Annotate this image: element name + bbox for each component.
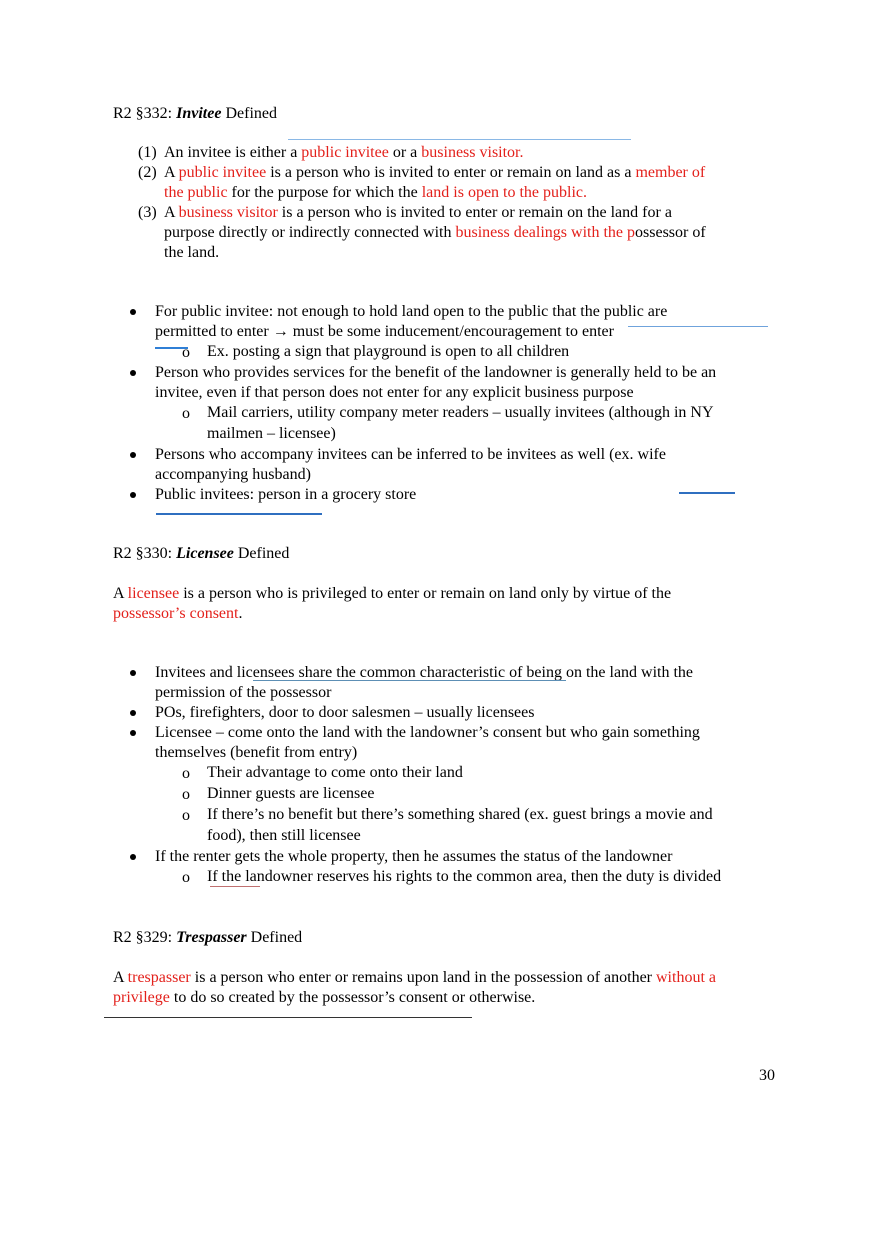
definition-line (113, 584, 671, 604)
bullet-line: permitted to enter → must be some inducement/encouragement to enter (155, 323, 614, 340)
text-run: is a person who is privileged to enter or remain on land only by virtue of the (179, 585, 672, 602)
bullet-line: Licensee – come onto the land with the landowner’s consent but who gain something (155, 724, 700, 741)
trespasser-heading (113, 928, 302, 948)
pen-mark (155, 347, 188, 349)
pen-mark (104, 1017, 472, 1018)
pen-mark (288, 139, 631, 140)
bullet-marker (130, 452, 136, 458)
sub-bullet-line: Mail carriers, utility company meter readers – usually invitees (although in NY (207, 404, 714, 421)
sub-bullet-marker: o (182, 765, 190, 782)
sub-bullet-line: If there’s no benefit but there’s something shared (ex. guest brings a movie and (207, 806, 713, 823)
highlighted-text: without a (656, 969, 716, 986)
text-run: ossessor of (635, 224, 706, 241)
heading-prefix: R2 §330: (113, 545, 177, 562)
page-number: 30 (759, 1067, 775, 1084)
definition-line (113, 604, 242, 624)
bullet-line: invitee, even if that person does not enter for any explicit business purpose (155, 384, 634, 401)
sub-bullet-line: Ex. posting a sign that playground is open to all children (207, 343, 570, 360)
licensee-heading (113, 544, 289, 564)
highlighted-text: public invitee (178, 164, 267, 181)
sub-bullet-marker: o (182, 786, 190, 803)
bullet-marker (130, 854, 136, 860)
text-run: is a person who enter or remains upon land in the possession of another (190, 969, 656, 986)
heading-suffix: Defined (246, 929, 303, 946)
invitee-heading (113, 104, 277, 124)
highlighted-text: licensee (127, 585, 180, 602)
sub-bullet-line: If the landowner reserves his rights to the common area, then the duty is divided (207, 868, 722, 885)
bullet-line: POs, firefighters, door to door salesmen – usually licensees (155, 704, 535, 721)
heading-prefix: R2 §332: (113, 105, 177, 122)
highlighted-text: privilege (113, 989, 170, 1006)
text-run: A (113, 585, 128, 602)
heading-term: Invitee (176, 105, 222, 122)
text-run: to do so created by the possessor’s consent or otherwise. (169, 989, 536, 1006)
bullet-marker (130, 710, 136, 716)
bullet-line: Person who provides services for the benefit of the landowner is generally held to be an (155, 364, 717, 381)
highlighted-text: business dealings with the p (455, 224, 636, 241)
bullet-line: Public invitees: person in a grocery store (155, 486, 417, 503)
rule-number: (1) (138, 144, 157, 161)
rule-line (164, 203, 672, 223)
sub-bullet-line: Their advantage to come onto their land (207, 764, 463, 781)
definition-line (113, 968, 716, 988)
rule-line (164, 223, 706, 243)
sub-bullet-line: Dinner guests are licensee (207, 785, 375, 802)
text-run: An invitee is either a (164, 144, 302, 161)
text-run: A (164, 164, 179, 181)
highlighted-text: land is open to the public. (421, 184, 588, 201)
rule-line (164, 243, 219, 263)
text-run: or a (388, 144, 422, 161)
rule-number: (2) (138, 164, 157, 181)
highlighted-text: trespasser (127, 969, 191, 986)
text-run: for the purpose for which the (227, 184, 422, 201)
heading-term: Trespasser (176, 929, 247, 946)
bullet-line: accompanying husband) (155, 466, 311, 483)
sub-bullet-marker: o (182, 344, 190, 361)
highlighted-text: member of (635, 164, 706, 181)
highlighted-text: possessor’s consent (113, 605, 239, 622)
text-run: is a person who is invited to enter or remain on the land for a (277, 204, 672, 221)
bullet-marker (130, 370, 136, 376)
pen-mark (679, 492, 735, 494)
highlighted-text: business visitor (178, 204, 278, 221)
rule-line (164, 183, 587, 203)
rule-line (164, 163, 705, 183)
pen-mark (253, 680, 566, 681)
bullet-marker (130, 309, 136, 315)
definition-line (113, 988, 535, 1008)
pen-mark (156, 513, 322, 515)
sub-bullet-marker: o (182, 869, 190, 886)
bullet-marker (130, 492, 136, 498)
heading-prefix: R2 §329: (113, 929, 177, 946)
bullet-line: permission of the possessor (155, 684, 332, 701)
heading-suffix: Defined (233, 545, 290, 562)
sub-bullet-marker: o (182, 405, 190, 422)
heading-term: Licensee (176, 545, 234, 562)
rule-number: (3) (138, 204, 157, 221)
text-run: A (164, 204, 179, 221)
text-run: purpose directly or indirectly connected with (164, 224, 456, 241)
heading-suffix: Defined (221, 105, 277, 122)
bullet-line: Persons who accompany invitees can be inferred to be invitees as well (ex. wife (155, 446, 666, 463)
highlighted-text: business visitor. (421, 144, 524, 161)
bullet-line: If the renter gets the whole property, then he assumes the status of the landowner (155, 848, 673, 865)
pen-mark (210, 886, 260, 887)
rule-line (164, 143, 524, 163)
sub-bullet-line: mailmen – licensee) (207, 425, 336, 442)
bullet-marker (130, 730, 136, 736)
highlighted-text: the public (164, 184, 228, 201)
bullet-line: For public invitee: not enough to hold land open to the public that the public are (155, 303, 668, 320)
bullet-line: themselves (benefit from entry) (155, 744, 358, 761)
sub-bullet-line: food), then still licensee (207, 827, 361, 844)
bullet-line: Invitees and licensees share the common characteristic of being on the land with the (155, 664, 694, 681)
text-run: the land. (164, 244, 220, 261)
text-run: A (113, 969, 128, 986)
highlighted-text: public invitee (301, 144, 389, 161)
bullet-marker (130, 670, 136, 676)
text-run: is a person who is invited to enter or remain on land as a (266, 164, 636, 181)
sub-bullet-marker: o (182, 807, 190, 824)
text-run: . (238, 605, 243, 622)
pen-mark (628, 326, 768, 327)
